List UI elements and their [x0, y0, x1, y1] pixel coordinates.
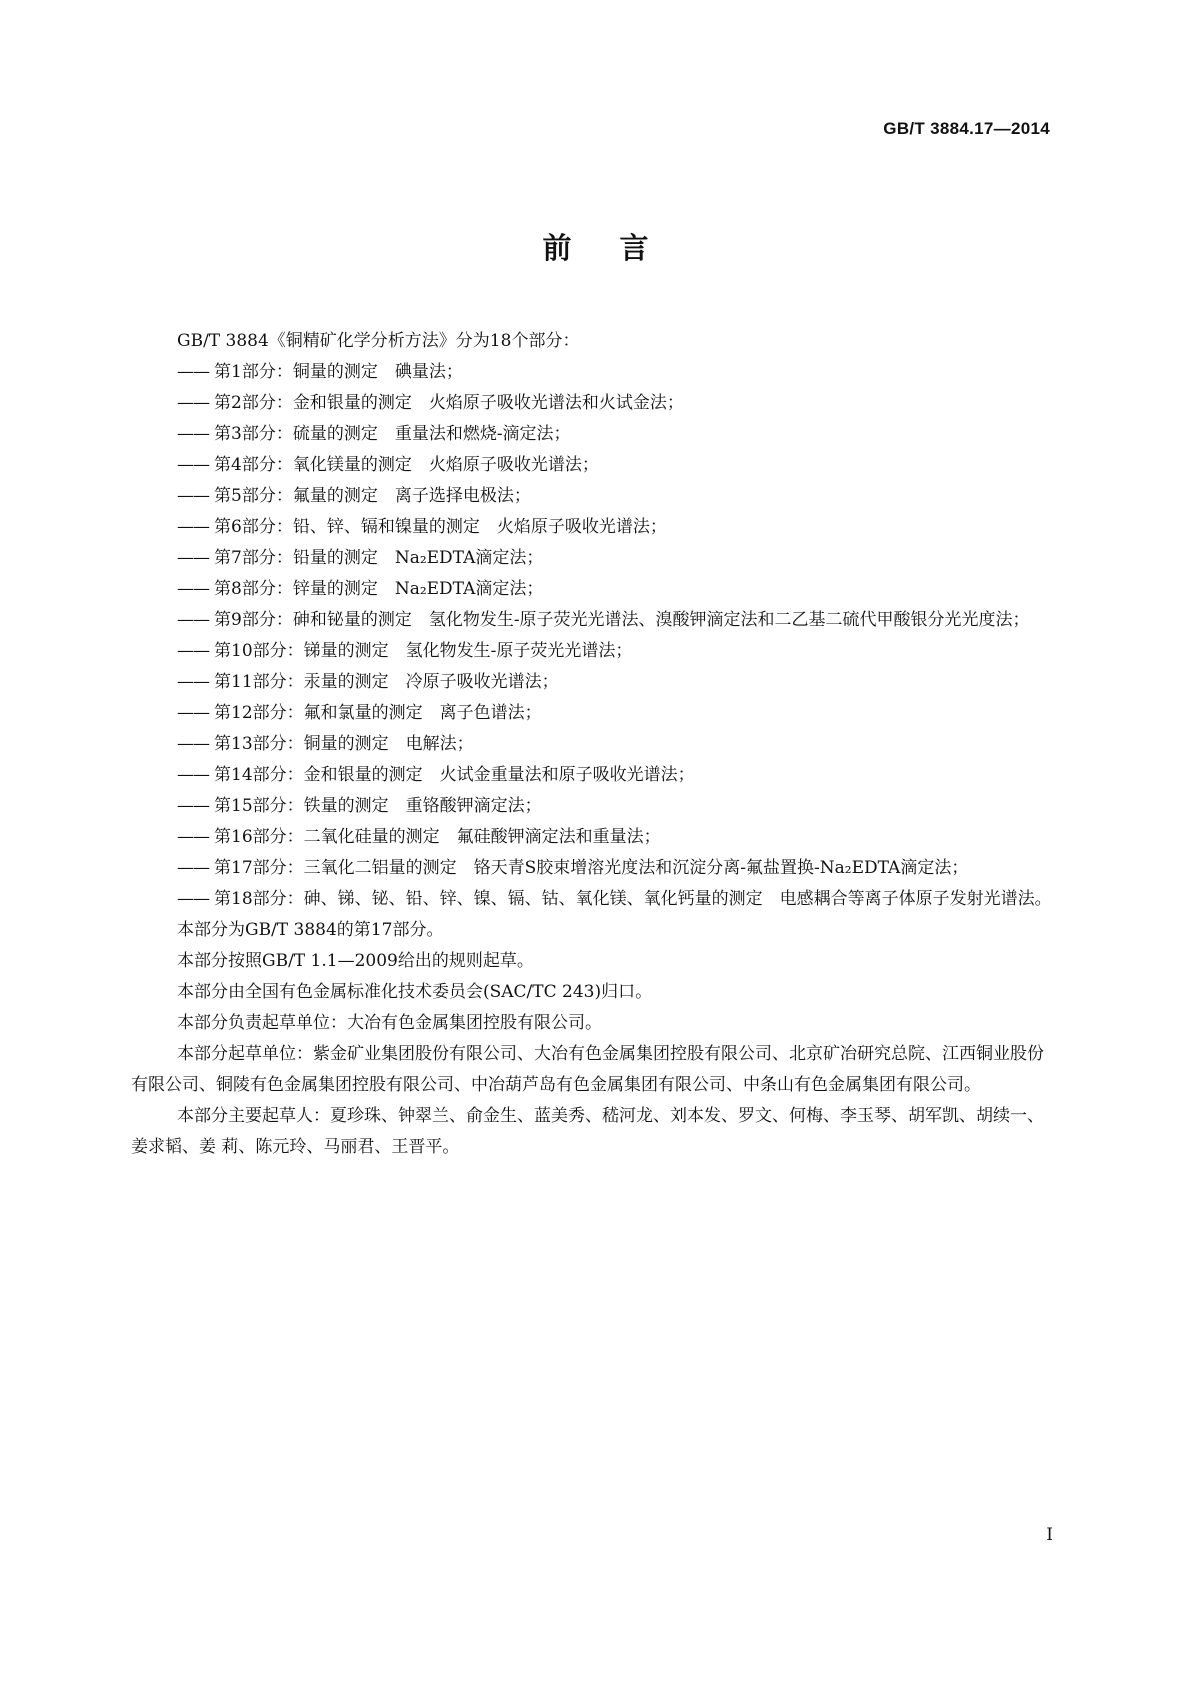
- list-item: [177, 543, 1057, 574]
- foreword-body: [131, 326, 1057, 1163]
- part-statement: 本部分为GB/T 3884的第17部分。: [177, 920, 444, 940]
- list-item: [177, 574, 1057, 605]
- list-item: [177, 822, 1057, 853]
- list-item-text: 第16部分：二氧化硅量的测定 氟硅酸钾滴定法和重量法；: [214, 827, 661, 847]
- list-item: [177, 791, 1057, 822]
- page-number: I: [1046, 1525, 1053, 1545]
- list-item: [177, 698, 1057, 729]
- drafting-rules-statement: 本部分按照GB/T 1.1—2009给出的规则起草。: [177, 951, 534, 971]
- list-item-text: 第6部分：铅、锌、镉和镍量的测定 火焰原子吸收光谱法；: [214, 517, 667, 537]
- list-item: [177, 481, 1057, 512]
- list-item-text: 第5部分：氟量的测定 离子选择电极法；: [214, 486, 531, 506]
- list-item: [177, 605, 1057, 636]
- list-item-text: 第4部分：氧化镁量的测定 火焰原子吸收光谱法；: [214, 455, 599, 475]
- list-dash: ——: [177, 424, 209, 444]
- list-item: [177, 729, 1057, 760]
- list-item: [177, 388, 1057, 419]
- list-item: [177, 636, 1057, 667]
- list-item-text: 第11部分：汞量的测定 冷原子吸收光谱法；: [214, 672, 559, 692]
- list-item: [177, 419, 1057, 450]
- list-item-text: 第7部分：铅量的测定 Na₂EDTA滴定法；: [214, 548, 544, 568]
- list-dash: ——: [177, 610, 209, 630]
- responsible-unit-statement: 本部分负责起草单位：大冶有色金属集团控股有限公司。: [177, 1013, 602, 1033]
- list-item-text: 第18部分：砷、锑、铋、铅、锌、镍、镉、钴、氧化镁、氧化钙量的测定 电感耦合等离子体原子发射光谱法。: [214, 889, 1052, 909]
- page-title: 前言: [542, 231, 697, 265]
- list-item-text: 第10部分：锑量的测定 氢化物发生-原子荧光光谱法；: [214, 641, 633, 661]
- list-item: [177, 884, 1057, 915]
- drafting-units-statement: 本部分起草单位：紫金矿业集团股份有限公司、大冶有色金属集团控股有限公司、北京矿冶研究总院、江西铜业股份有限公司、铜陵有色金属集团控股有限公司、中冶葫芦岛有色金属集团有限公司、中条山有色金属集团有限公司。: [131, 1044, 1044, 1095]
- list-item: [177, 853, 1057, 884]
- list-item-text: 第1部分：铜量的测定 碘量法；: [214, 362, 463, 382]
- list-item-text: 第8部分：锌量的测定 Na₂EDTA滴定法；: [214, 579, 544, 599]
- list-item-text: 第15部分：铁量的测定 重铬酸钾滴定法；: [214, 796, 542, 816]
- list-dash: ——: [177, 827, 209, 847]
- list-item: [177, 512, 1057, 543]
- parts-list: [177, 357, 1057, 915]
- list-item-text: 第13部分：铜量的测定 电解法；: [214, 734, 474, 754]
- list-item-text: 第17部分：三氧化二铝量的测定 铬天青S胶束增溶光度法和沉淀分离-氟盐置换-Na₂EDTA滴定法；: [214, 858, 969, 878]
- list-dash: ——: [177, 548, 209, 568]
- list-dash: ——: [177, 889, 209, 909]
- list-dash: ——: [177, 641, 209, 661]
- intro-paragraph: GB/T 3884《铜精矿化学分析方法》分为18个部分：: [177, 331, 580, 351]
- list-item-text: 第3部分：硫量的测定 重量法和燃烧-滴定法；: [214, 424, 571, 444]
- list-dash: ——: [177, 517, 209, 537]
- list-dash: ——: [177, 455, 209, 475]
- list-dash: ——: [177, 858, 209, 878]
- list-dash: ——: [177, 393, 209, 413]
- list-item-text: 第14部分：金和银量的测定 火试金重量法和原子吸收光谱法；: [214, 765, 695, 785]
- list-dash: ——: [177, 579, 209, 599]
- list-dash: ——: [177, 703, 209, 723]
- list-dash: ——: [177, 765, 209, 785]
- list-item: [177, 760, 1057, 791]
- list-item-text: 第2部分：金和银量的测定 火焰原子吸收光谱法和火试金法；: [214, 393, 684, 413]
- standard-number: GB/T 3884.17—2014: [883, 119, 1050, 138]
- list-dash: ——: [177, 672, 209, 692]
- list-dash: ——: [177, 486, 209, 506]
- list-item: [177, 667, 1057, 698]
- list-item-text: 第12部分：氟和氯量的测定 离子色谱法；: [214, 703, 542, 723]
- list-item: [177, 357, 1057, 388]
- list-item-text: 第9部分：砷和铋量的测定 氢化物发生-原子荧光光谱法、溴酸钾滴定法和二乙基二硫代甲酸银分光光度法；: [214, 610, 1030, 630]
- centralized-by-statement: 本部分由全国有色金属标准化技术委员会(SAC/TC 243)归口。: [177, 982, 653, 1002]
- list-dash: ——: [177, 796, 209, 816]
- list-dash: ——: [177, 734, 209, 754]
- main-drafters-statement: 本部分主要起草人：夏珍珠、钟翠兰、俞金生、蓝美秀、嵇河龙、刘本发、罗文、何梅、李玉琴、胡军凯、胡续一、姜求韬、姜 莉、陈元玲、马丽君、王晋平。: [131, 1106, 1044, 1157]
- list-item: [177, 450, 1057, 481]
- list-dash: ——: [177, 362, 209, 382]
